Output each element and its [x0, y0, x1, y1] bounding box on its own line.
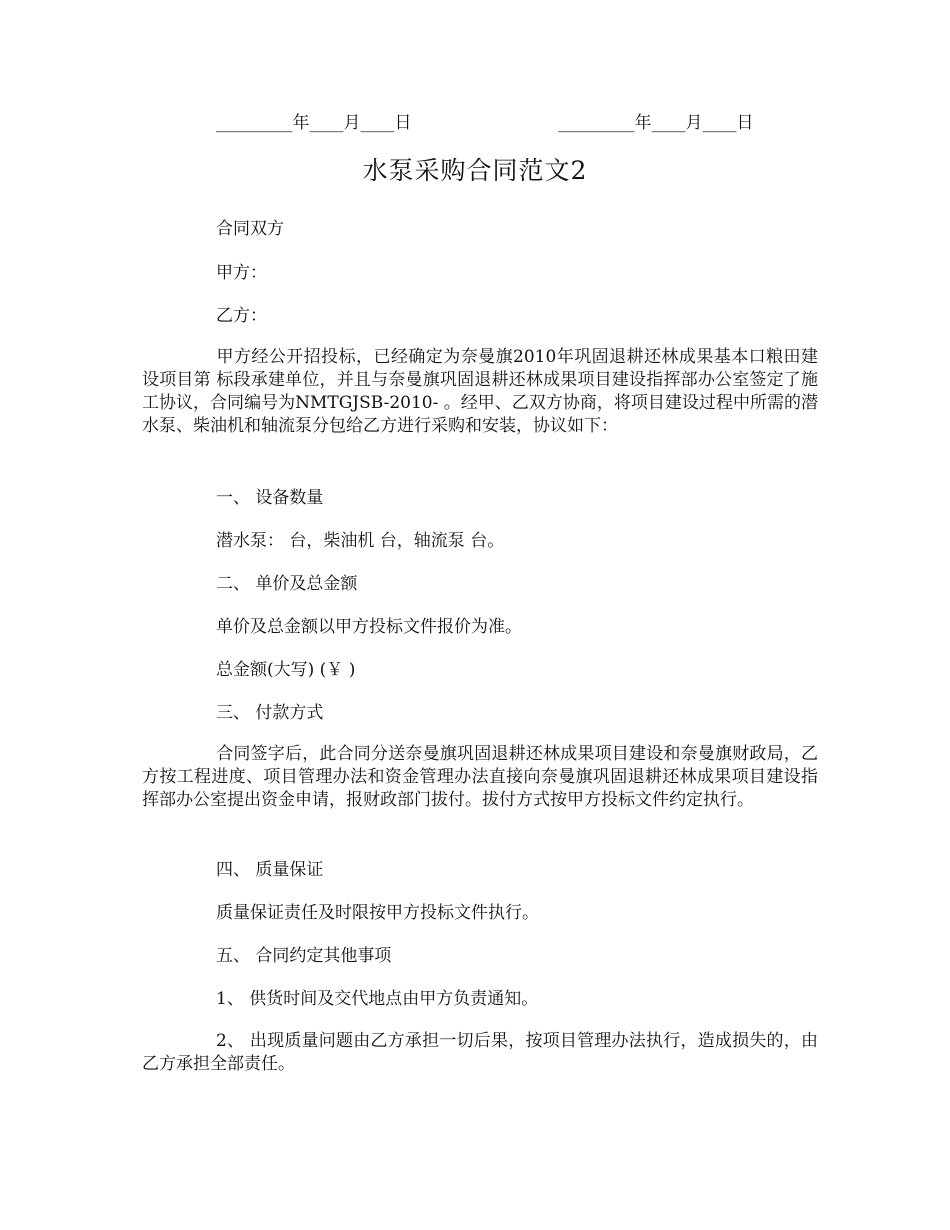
- intro-text: 甲方经公开招投标，已经确定为奈曼旗2010年巩固退耕还林成果基本口粮田建设项目第 标段承建单位，并且与奈曼旗巩固退耕还林成果项目建设指挥部办公室签定了施工协议，合同编号为NMTGJSB-2010- 。经甲、乙双方协商，将项目建设过程中所需的潜水泵、柴油机和轴流泵分包给乙方进行采购和安装，协议如下：: [142, 347, 818, 436]
- section-5-item-1: 1、 供货时间及交代地点由甲方负责通知。: [216, 989, 539, 1009]
- section-5-item-2: 2、 出现质量问题由乙方承担一切后果，按项目管理办法执行，造成损失的，由乙方承担全部责任。: [142, 1031, 818, 1074]
- party-a-label: 甲方：: [216, 263, 267, 283]
- section-3-body: 合同签字后，此合同分送奈曼旗巩固退耕还林成果项目建设和奈曼旗财政局，乙方按工程进度、项目管理办法和资金管理办法直接向奈曼旗巩固退耕还林成果项目建设指挥部办公室提出资金申请，报财政部门拔付。拔付方式按甲方投标文件约定执行。: [142, 744, 818, 810]
- parties-heading: 合同双方: [216, 219, 284, 239]
- section-2-total: 总金额(大写) (￥ ): [216, 660, 356, 680]
- party-b-label: 乙方：: [216, 306, 267, 326]
- section-3-paragraph: [142, 743, 818, 812]
- date-line-right: _________年____月____日: [558, 113, 754, 133]
- section-1-heading: 一、 设备数量: [216, 488, 324, 508]
- intro-paragraph: [142, 346, 818, 438]
- section-3-heading: 三、 付款方式: [216, 703, 324, 723]
- section-5-item-2-paragraph: [142, 1030, 818, 1076]
- section-5-heading: 五、 合同约定其他事项: [216, 946, 392, 966]
- section-2-body: 单价及总金额以甲方投标文件报价为准。: [216, 617, 522, 637]
- section-2-heading: 二、 单价及总金额: [216, 574, 358, 594]
- section-4-heading: 四、 质量保证: [216, 860, 324, 880]
- section-4-body: 质量保证责任及时限按甲方投标文件执行。: [216, 903, 539, 923]
- document-title: 水泵采购合同范文2: [362, 156, 588, 185]
- date-line-left: _________年____月____日: [216, 113, 412, 133]
- section-1-body: 潜水泵： 台，柴油机 台，轴流泵 台。: [216, 531, 505, 551]
